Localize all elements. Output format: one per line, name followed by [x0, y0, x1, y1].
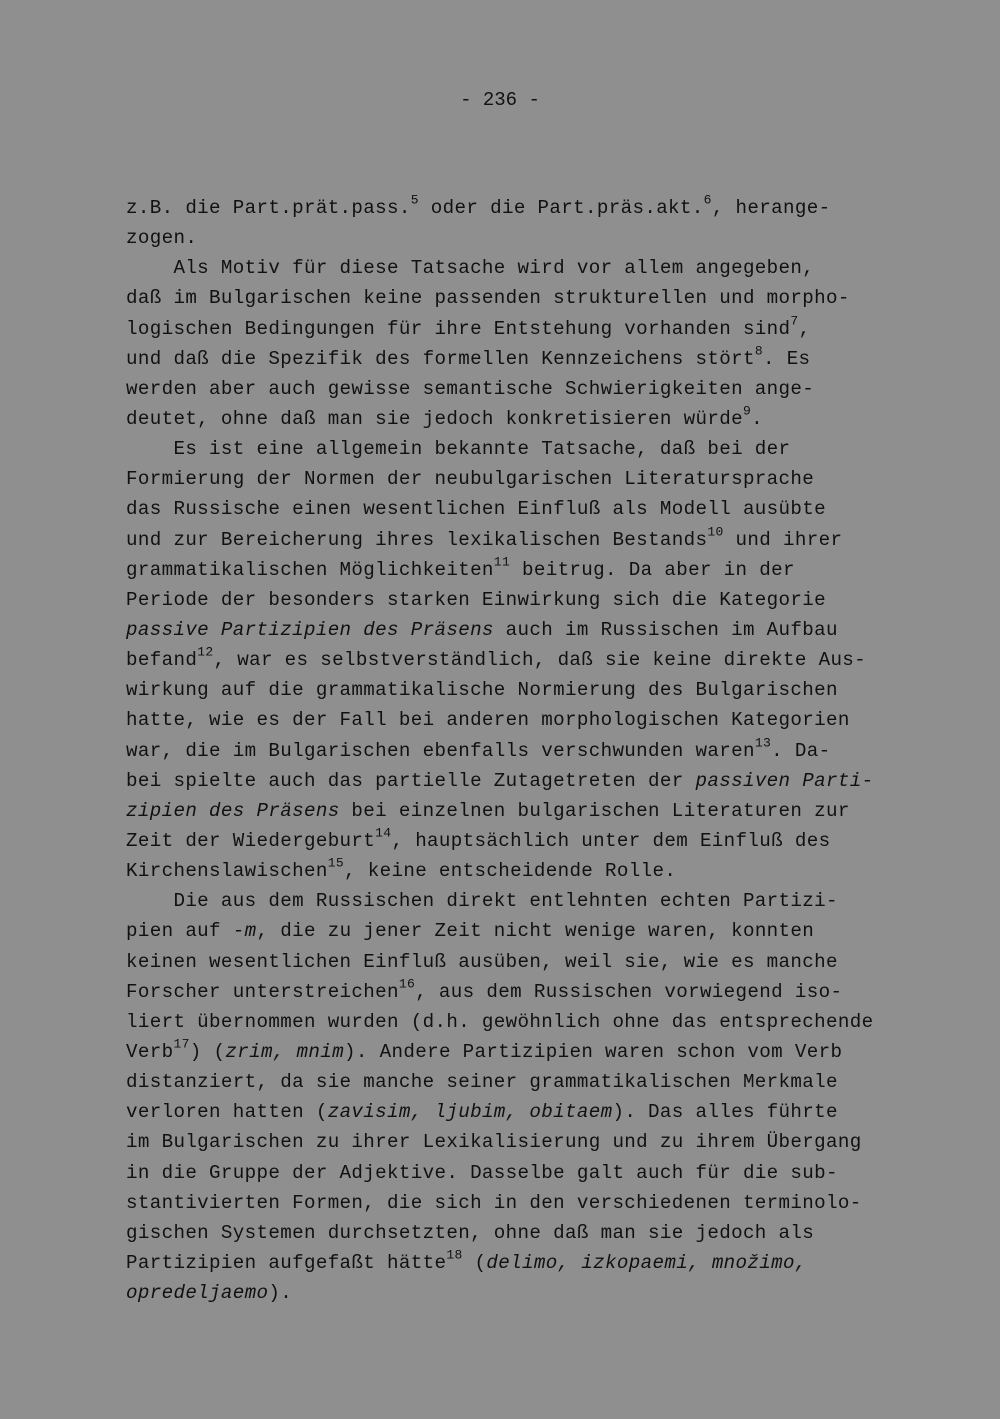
italic-term: zavisim, ljubim, obitaem	[327, 1101, 613, 1124]
text-segment: z.B. die Part.prät.pass.	[126, 197, 411, 219]
text-line	[126, 826, 886, 856]
text-segment: daß im Bulgarischen keine passenden strukturellen und morpho-	[126, 287, 850, 310]
text-line	[126, 977, 886, 1007]
text-segment: werden aber auch gewisse semantische Schwierigkeiten ange-	[126, 377, 815, 400]
text-line	[126, 1067, 886, 1097]
text-segment: befand	[126, 649, 198, 672]
text-line	[126, 525, 886, 555]
text-line	[126, 796, 886, 826]
text-segment: hatte, wie es der Fall bei anderen morphologischen Kategorien	[126, 709, 850, 732]
text-line	[126, 1278, 886, 1308]
text-segment: , hauptsächlich unter dem Einfluß des	[391, 829, 831, 852]
footnote-marker: 6	[703, 192, 712, 208]
footnote-marker: 18	[446, 1247, 463, 1263]
text-segment: Als Motiv für diese Tatsache wird vor allem angegeben,	[126, 257, 815, 280]
italic-term: delimo, izkopaemi, množimo,	[486, 1251, 807, 1274]
text-segment: , war es selbstverständlich, daß sie keine direkte Aus-	[213, 649, 867, 672]
page-number: - 236 -	[460, 89, 540, 111]
text-line	[126, 1007, 886, 1037]
footnote-marker: 15	[327, 855, 345, 871]
footnote-marker: 11	[493, 554, 511, 570]
text-segment: liert übernommen wurden (d.h. gewöhnlich ohne das entsprechende	[126, 1010, 874, 1033]
text-line	[126, 585, 886, 615]
text-segment: ). Andere Partizipien waren schon vom Verb	[344, 1040, 843, 1063]
body-text	[126, 193, 886, 1308]
text-segment: logischen Bedingungen für ihre Entstehung vorhanden sind	[126, 317, 791, 340]
footnote-marker: 17	[173, 1036, 190, 1052]
text-segment: Periode der besonders starken Einwirkung sich die Kategorie	[126, 588, 826, 611]
text-line	[126, 555, 886, 585]
text-segment: ) (	[189, 1040, 226, 1063]
text-segment: auch im Russischen im Aufbau	[493, 618, 838, 641]
text-segment: und ihrer	[723, 528, 843, 551]
text-segment: in die Gruppe der Adjektive. Dasselbe galt auch für die sub-	[126, 1161, 838, 1184]
text-segment: deutet, ohne daß man sie jedoch konkretisieren würde	[126, 407, 743, 430]
text-segment: verloren hatten (	[126, 1101, 328, 1124]
text-segment: zogen.	[126, 227, 198, 250]
text-segment: ,	[798, 317, 811, 340]
text-line	[126, 283, 886, 313]
text-line	[126, 1097, 886, 1127]
text-segment: oder die Part.präs.akt.	[418, 197, 704, 219]
text-segment: grammatikalischen Möglichkeiten	[126, 558, 494, 581]
text-segment: , keine entscheidende Rolle.	[344, 860, 677, 883]
text-segment: war, die im Bulgarischen ebenfalls verschwunden waren	[126, 739, 755, 762]
text-line	[126, 916, 886, 946]
text-segment: Es ist eine allgemein bekannte Tatsache, daß bei der	[126, 438, 791, 461]
text-segment: bei einzelnen bulgarischen Literaturen zur	[339, 799, 850, 822]
text-segment: , aus dem Russischen vorwiegend iso-	[415, 980, 843, 1003]
text-line	[126, 253, 886, 283]
text-segment: Partizipien aufgefaßt hätte	[126, 1251, 447, 1274]
footnote-marker: 16	[398, 976, 416, 992]
text-segment: ). Das alles führte	[612, 1101, 838, 1124]
text-segment: Zeit der Wiedergeburt	[126, 829, 376, 852]
text-line	[126, 886, 886, 916]
text-segment: und daß die Spezifik des formellen Kennzeichens stört	[126, 347, 755, 370]
text-line	[126, 645, 886, 675]
text-line	[126, 1218, 886, 1248]
text-line	[126, 314, 886, 344]
text-segment: gischen Systemen durchsetzten, ohne daß man sie jedoch als	[126, 1221, 815, 1244]
text-segment: und zur Bereicherung ihres lexikalischen Bestands	[126, 528, 708, 551]
text-segment: Kirchenslawischen	[126, 860, 328, 883]
footnote-marker: 7	[790, 313, 799, 329]
footnote-marker: 5	[410, 192, 419, 208]
italic-term: passiven Parti-	[695, 769, 874, 792]
text-segment: im Bulgarischen zu ihrer Lexikalisierung und zu ihrem Übergang	[126, 1131, 862, 1154]
text-segment: bei spielte auch das partielle Zutagetreten der	[126, 769, 696, 792]
text-segment: . Da-	[771, 739, 831, 762]
text-segment: wirkung auf die grammatikalische Normierung des Bulgarischen	[126, 679, 838, 702]
text-segment: Formierung der Normen der neubulgarischen Literatursprache	[126, 468, 815, 491]
footnote-marker: 12	[197, 644, 214, 660]
text-line	[126, 1158, 886, 1188]
text-line	[126, 1188, 886, 1218]
text-line	[126, 193, 886, 223]
text-segment: Die aus dem Russischen direkt entlehnten echten Partizi-	[126, 890, 838, 913]
text-line	[126, 736, 886, 766]
text-line	[126, 1248, 886, 1278]
text-line	[126, 344, 886, 374]
text-segment: .	[751, 407, 763, 430]
footnote-marker: 10	[707, 524, 724, 540]
text-segment: Verb	[126, 1040, 174, 1063]
text-line	[126, 434, 886, 464]
italic-term: passive Partizipien des Präsens	[126, 618, 494, 641]
italic-term: zrim, mnim	[225, 1040, 345, 1063]
footnote-marker: 13	[754, 735, 772, 751]
italic-term: zipien des Präsens	[126, 799, 340, 822]
text-line	[126, 947, 886, 977]
footnote-marker: 14	[375, 825, 392, 841]
text-line	[126, 615, 886, 645]
text-line	[126, 464, 886, 494]
italic-term: opredeljaemo	[126, 1282, 269, 1305]
text-segment: Forscher unterstreichen	[126, 980, 399, 1003]
text-line	[126, 675, 886, 705]
text-segment: stantivierten Formen, die sich in den verschiedenen terminolo-	[126, 1191, 862, 1214]
text-segment: keinen wesentlichen Einfluß ausüben, weil sie, wie es manche	[126, 950, 838, 973]
text-line	[126, 856, 886, 886]
text-line	[126, 1037, 886, 1067]
text-line	[126, 705, 886, 735]
text-segment: ).	[268, 1282, 293, 1305]
text-segment: pien auf	[126, 920, 233, 943]
text-segment: , herange-	[711, 197, 831, 219]
text-segment: das Russische einen wesentlichen Einfluß als Modell ausübte	[126, 498, 826, 521]
footnote-marker: 8	[754, 343, 763, 359]
text-line	[126, 223, 886, 253]
text-segment: beitrug. Da aber in der	[510, 558, 795, 581]
text-segment: , die zu jener Zeit nicht wenige waren, konnten	[256, 920, 815, 943]
footnote-marker: 9	[742, 403, 752, 419]
text-line	[126, 494, 886, 524]
text-segment: (	[462, 1251, 487, 1274]
text-line	[126, 374, 886, 404]
text-segment: distanziert, da sie manche seiner grammatikalischen Merkmale	[126, 1071, 838, 1094]
italic-term: -m	[232, 920, 257, 943]
text-line	[126, 404, 886, 434]
text-line	[126, 1127, 886, 1157]
text-line	[126, 766, 886, 796]
text-segment: . Es	[762, 347, 811, 370]
